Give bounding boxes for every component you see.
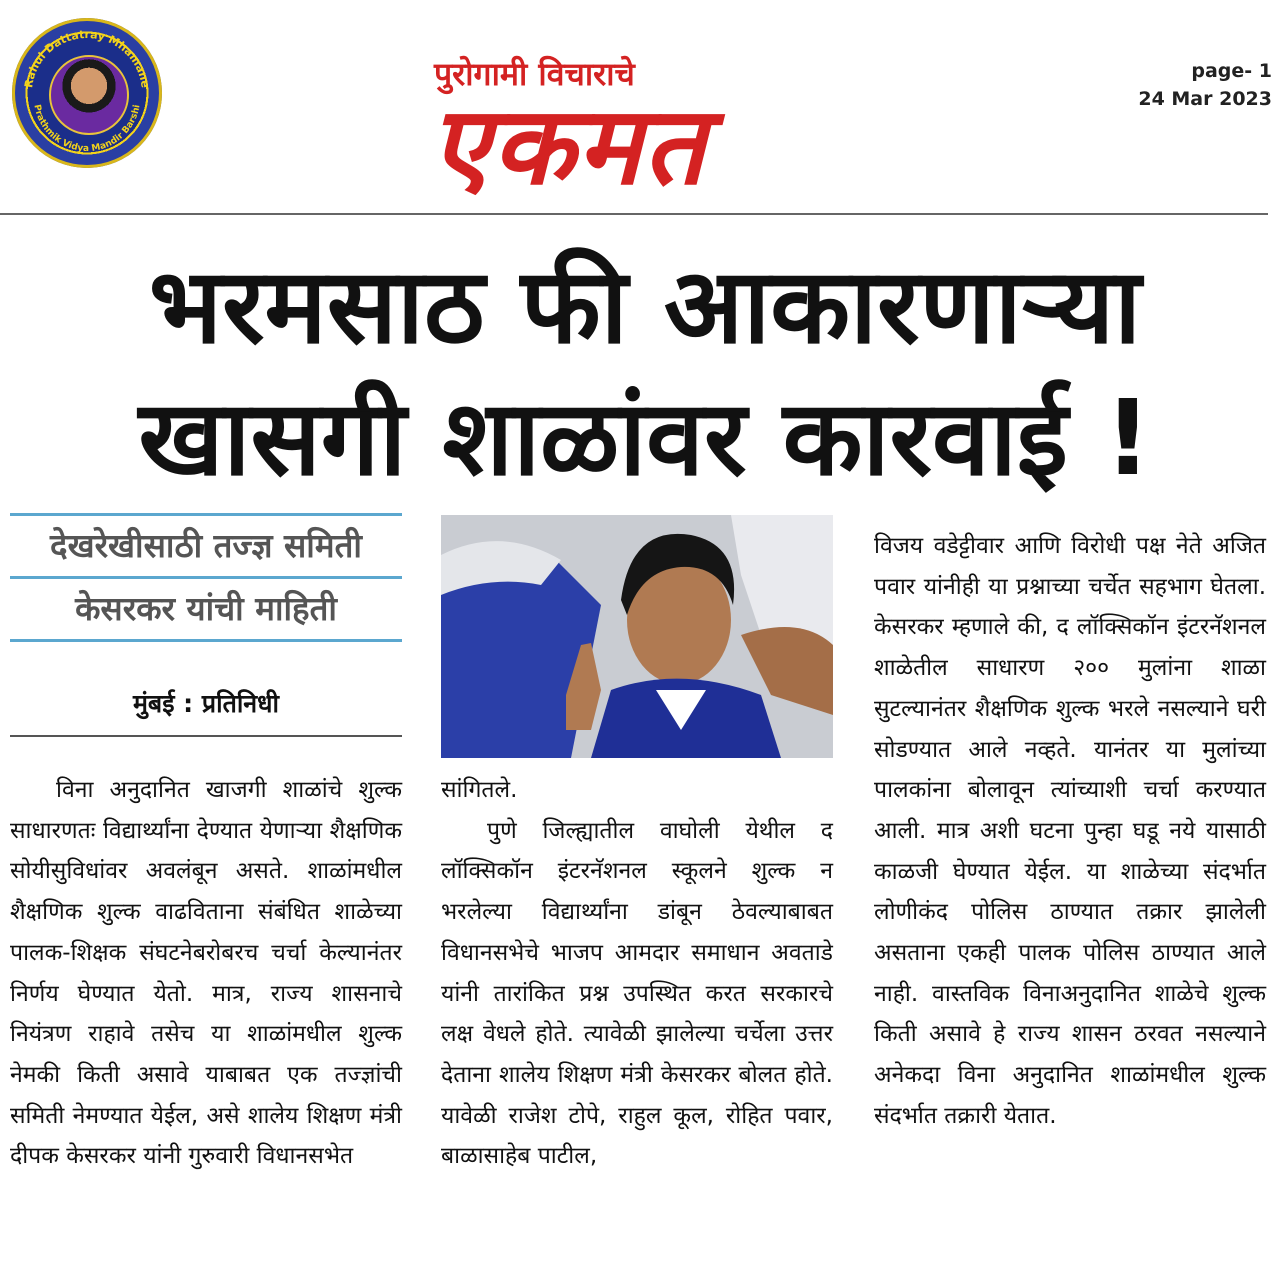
column-2-paragraph: पुणे जिल्ह्यातील वाघोली येथील द लॉक्सिकॉन इंटरनॅशनल स्कूलने शुल्क न भरलेल्या विद्यार्थ्यांना डांबून ठेवल्याबाबत विधानसभेचे भाजप आमदार समाधान अवताडे यांनी तारांकित प्रश्न उपस्थित करत सरकारचे लक्ष वेधले होते. त्यावेळी झालेल्या चर्चेला उत्तर देताना शालेय शिक्षण मंत्री केसरकर बोलत होते. यावेळी राजेश टोपे, राहुल कूल, रोहित पवार, बाळासाहेब पाटील,: [441, 817, 833, 1170]
minister-photo: [441, 515, 833, 758]
subheading-line-2: केसरकर यांची माहिती: [75, 589, 337, 628]
badge-portrait: [49, 55, 129, 135]
byline-divider: [10, 735, 402, 737]
headline: [40, 240, 1250, 504]
subheading-line-1: देखरेखीसाठी तज्ज्ञ समिती: [50, 526, 362, 565]
headline-line-1: भरमसाठ फी आकारणाऱ्या: [148, 245, 1142, 367]
issue-date: 24 Mar 2023: [1138, 88, 1272, 110]
masthead-tagline: पुरोगामी विचाराचे: [434, 55, 635, 93]
article-column-2: [441, 770, 833, 1177]
subheading-divider: [10, 576, 402, 579]
article-column-3: [874, 526, 1266, 1137]
author-badge-logo: [12, 18, 162, 168]
article-column-1: [10, 770, 402, 1177]
badge-school: Prathmik Vidya Mandir Barshi: [31, 103, 143, 155]
badge-name: Rahul Dattatray Mhamane: [22, 28, 152, 89]
newspaper-name: एकमत: [430, 84, 707, 209]
subheading-box: [10, 513, 402, 642]
headline-line-2: खासगी शाळांवर कारवाई !: [138, 377, 1152, 499]
masthead-divider: [0, 213, 1268, 215]
column-1-paragraph: विना अनुदानित खाजगी शाळांचे शुल्क साधारणतः विद्यार्थ्यांना देण्यात येणाऱ्या शैक्षणिक सोयीसुविधांवर अवलंबून असते. शाळांमधील शैक्षणिक शुल्क वाढविताना संबंधित शाळेच्या पालक-शिक्षक संघटनेबरोबरच चर्चा केल्यानंतर निर्णय घेण्यात येतो. मात्र, राज्य शासनाचे नियंत्रण राहावे तसेच या शाळांमधील शुल्क नेमकी किती असावे याबाबत एक तज्ज्ञांची समिती नेमण्यात येईल, असे शालेय शिक्षण मंत्री दीपक केसरकर यांनी गुरुवारी विधानसभेत: [10, 777, 402, 1170]
column-3-paragraph: विजय वडेट्टीवार आणि विरोधी पक्ष नेते अजित पवार यांनीही या प्रश्नाच्या चर्चेत सहभाग घेतला. केसरकर म्हणाले की, द लॉक्सिकॉन इंटरनॅशनल शाळेतील साधारण २०० मुलांना शाळा सुटल्यानंतर शैक्षणिक शुल्क भरले नसल्याने घरी सोडण्यात आले नव्हते. यानंतर या मुलांच्या पालकांना बोलावून त्यांच्याशी चर्चा करण्यात आली. मात्र अशी घटना पुन्हा घडू नये यासाठी काळजी घेण्यात येईल. या शाळेच्या संदर्भात लोणीकंद पोलिस ठाण्यात तक्रार झालेली असताना एकही पालक पोलिस ठाण्यात आले नाही. वास्तविक विनाअनुदानित शाळेचे शुल्क किती असावे हे राज्य शासन ठरवत नसल्याने अनेकदा विना अनुदानित शाळांमधील शुल्क संदर्भात तक्रारी येतात.: [874, 533, 1266, 1129]
byline: मुंबई : प्रतिनिधी: [132, 689, 280, 718]
page-meta: [1138, 60, 1272, 110]
column-2-continuation: सांगितले.: [441, 777, 518, 803]
minister-photo-illustration: [441, 515, 833, 758]
page-number: page- 1: [1191, 60, 1272, 82]
